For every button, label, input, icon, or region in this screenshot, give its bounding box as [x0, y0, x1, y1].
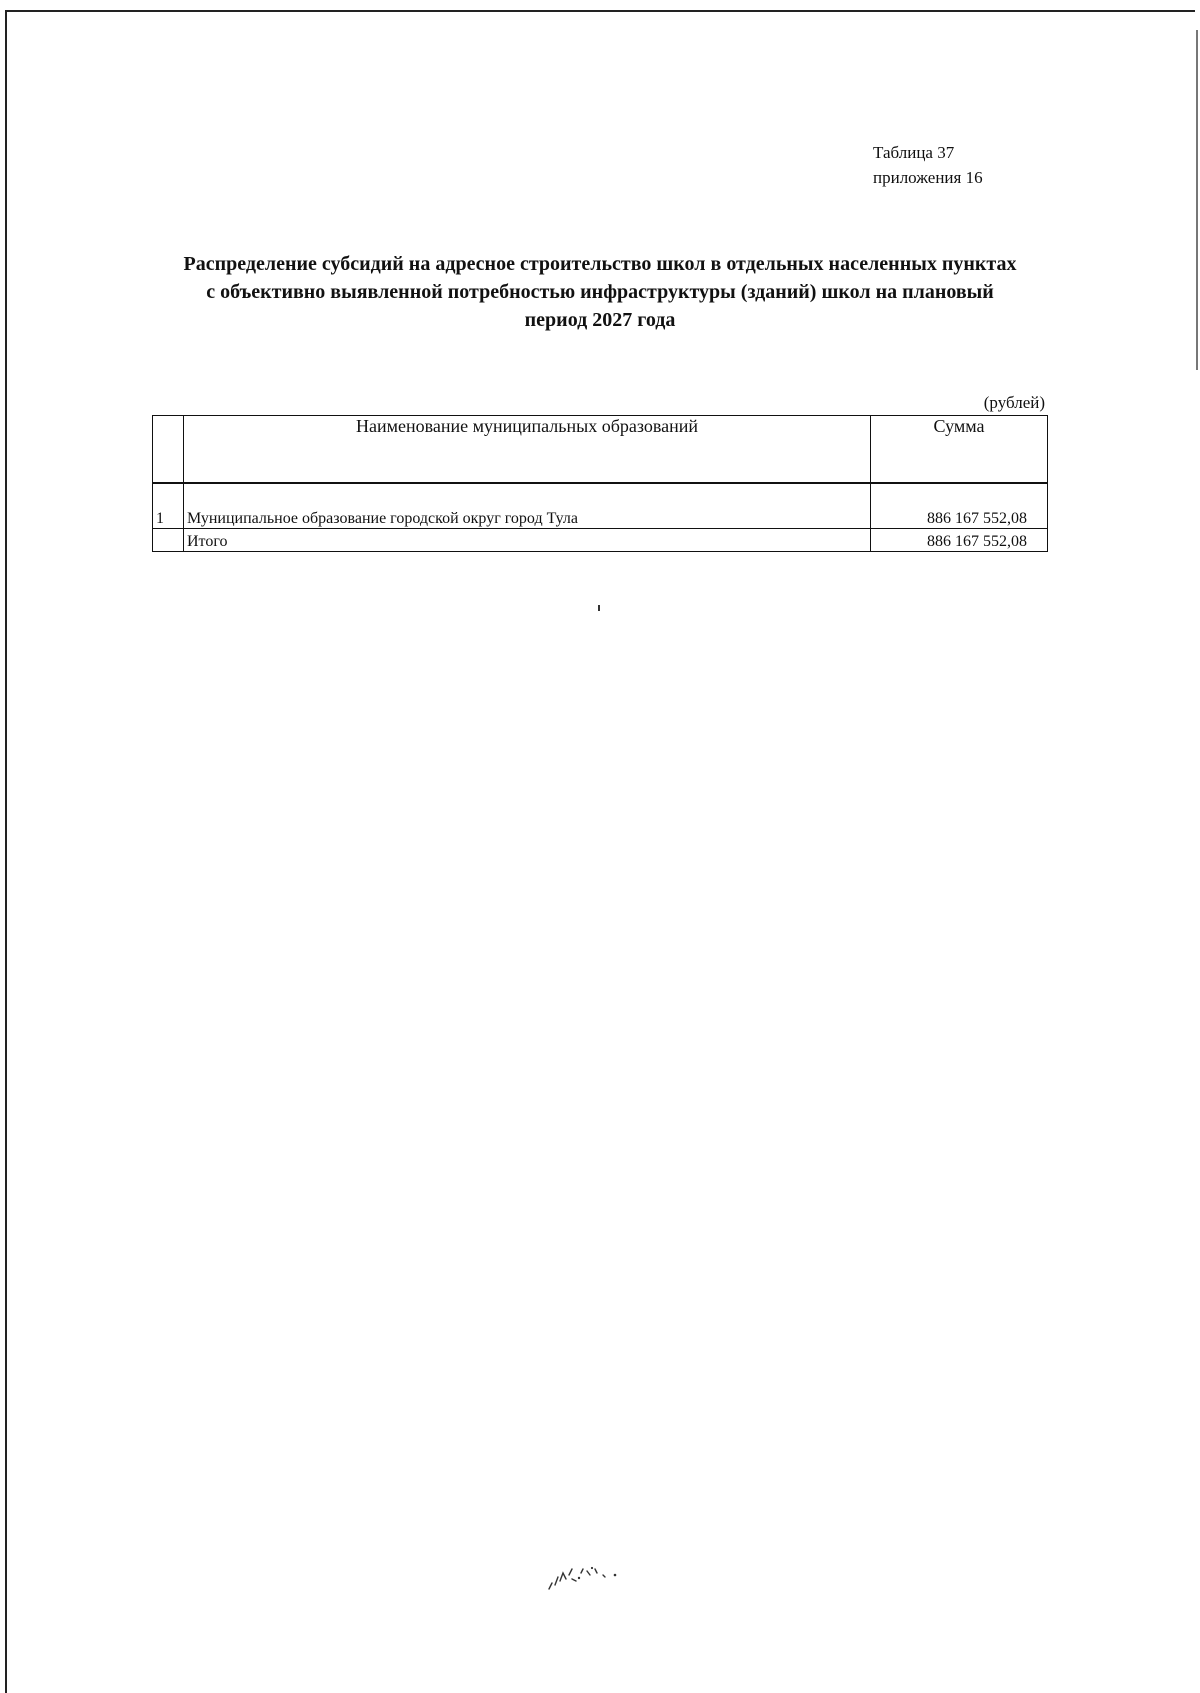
appendix-reference: приложения 16	[873, 168, 983, 187]
document-title	[150, 250, 1050, 334]
table-reference	[873, 140, 983, 190]
scan-border-top	[5, 10, 1195, 12]
table-row	[153, 483, 1048, 529]
handwritten-mark	[545, 1545, 655, 1595]
title-line-3: период 2027 года	[524, 309, 676, 331]
row-number: 1	[153, 483, 184, 529]
subsidy-distribution-table	[152, 415, 1048, 552]
scan-border-left	[5, 10, 7, 1693]
row-municipality-name: Муниципальное образование городской округ город Тула	[184, 483, 871, 529]
total-sum: 886 167 552,08	[871, 529, 1048, 552]
title-line-2: с объективно выявленной потребностью инфраструктуры (зданий) школ на плановый	[206, 281, 994, 303]
title-line-1: Распределение субсидий на адресное строительство школ в отдельных населенных пунктах	[183, 253, 1017, 275]
scan-artifact-mark	[598, 605, 600, 611]
table-header-row	[153, 416, 1048, 484]
unit-label: (рублей)	[983, 393, 1045, 412]
header-number	[153, 416, 184, 484]
total-label: Итого	[184, 529, 871, 552]
row-sum: 886 167 552,08	[871, 483, 1048, 529]
table-number: Таблица 37	[873, 143, 955, 162]
header-municipality-name: Наименование муниципальных образований	[184, 416, 871, 484]
total-number-cell	[153, 529, 184, 552]
scan-border-right	[1196, 30, 1198, 370]
header-sum: Сумма	[871, 416, 1048, 484]
table-total-row	[153, 529, 1048, 552]
